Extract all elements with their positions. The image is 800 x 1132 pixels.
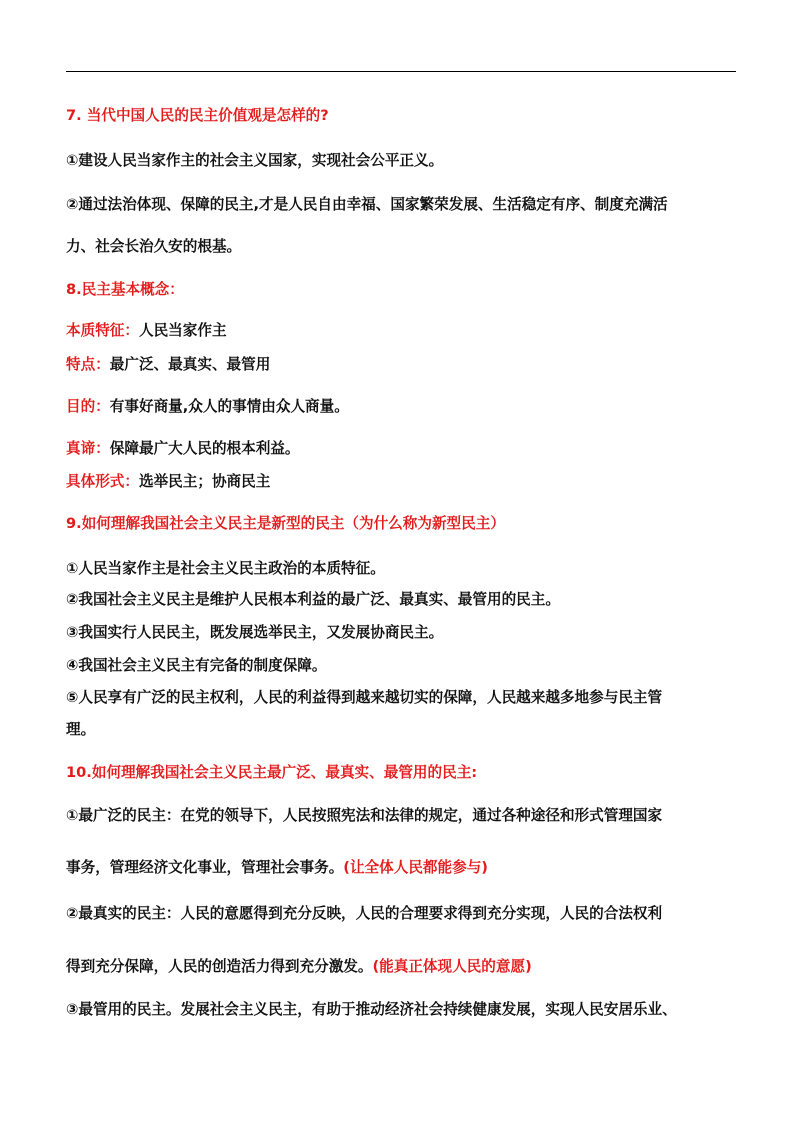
q8-item-label: 特点： [66, 356, 110, 373]
q8-item-label: 具体形式： [66, 473, 139, 490]
q9-heading: 9.如何理解我国社会主义民主是新型的民主（为什么称为新型民主） [66, 515, 505, 532]
q9-point-3: ③我国实行人民民主，既发展选举民主，又发展协商民主。 [66, 624, 444, 641]
q9-point-2: ②我国社会主义民主是维护人民根本利益的最广泛、最真实、最管用的民主。 [66, 591, 560, 608]
q8-item-label: 目的： [66, 398, 110, 415]
q8-item-text: 有事好商量,众人的事情由众人商量。 [109, 398, 349, 415]
q8-item-features [66, 355, 746, 375]
q7-point-2-line-1: ②通过法治体现、保障的民主,才是人民自由幸福、国家繁荣发展、生活稳定有序、制度充满活 [66, 196, 668, 213]
q8-item-purpose [66, 397, 746, 417]
q10-point-2-text: 得到充分保障，人民的创造活力得到充分激发。 [66, 958, 373, 975]
q8-item-label: 本质特征： [66, 322, 139, 339]
q10-point-1-note: (让全体人民都能参与) [343, 859, 488, 876]
q9-point-4: ④我国社会主义民主有完备的制度保障。 [66, 657, 327, 674]
q8-heading: 8.民主基本概念： [66, 281, 184, 298]
q10-point-1-line-1: ①最广泛的民主：在党的领导下，人民按照宪法和法律的规定，通过各种途径和形式管理国家 [66, 807, 663, 824]
top-divider [66, 71, 736, 72]
q9-point-5-line-2: 理。 [66, 721, 96, 738]
q10-heading: 10.如何理解我国社会主义民主最广泛、最真实、最管用的民主: [66, 764, 478, 781]
q8-item-text: 选举民主；协商民主 [138, 473, 271, 490]
q8-item-essence-truth [66, 439, 746, 459]
q10-point-3-line-1: ③最管用的民主。发展社会主义民主，有助于推动经济社会持续健康发展，实现人民安居乐业、 [66, 1001, 677, 1018]
q8-item-text: 人民当家作主 [138, 322, 227, 339]
q10-point-1-text: 事务，管理经济文化事业，管理社会事务。 [66, 859, 344, 876]
q10-point-2-note: (能真正体现人民的意愿) [372, 958, 532, 975]
q7-heading: 7. 当代中国人民的民主价值观是怎样的? [66, 107, 329, 124]
q8-item-text: 保障最广大人民的根本利益。 [109, 440, 300, 457]
q10-point-2-line-2 [66, 957, 746, 977]
q8-item-text: 最广泛、最真实、最管用 [109, 356, 271, 373]
q8-item-forms [66, 472, 746, 492]
q7-point-1: ①建设人民当家作主的社会主义国家，实现社会公平正义。 [66, 152, 444, 169]
q9-point-1: ①人民当家作主是社会主义民主政治的本质特征。 [66, 560, 385, 577]
q10-point-2-line-1: ②最真实的民主：人民的意愿得到充分反映，人民的合理要求得到充分实现，人民的合法权利 [66, 905, 663, 922]
q8-item-label: 真谛： [66, 440, 110, 457]
q10-point-1-line-2 [66, 858, 746, 878]
q7-point-2-line-2: 力、社会长治久安的根基。 [66, 238, 242, 255]
q9-point-5-line-1: ⑤人民享有广泛的民主权利，人民的利益得到越来越切实的保障，人民越来越多地参与民主管 [66, 689, 663, 706]
q8-item-essence [66, 321, 746, 341]
